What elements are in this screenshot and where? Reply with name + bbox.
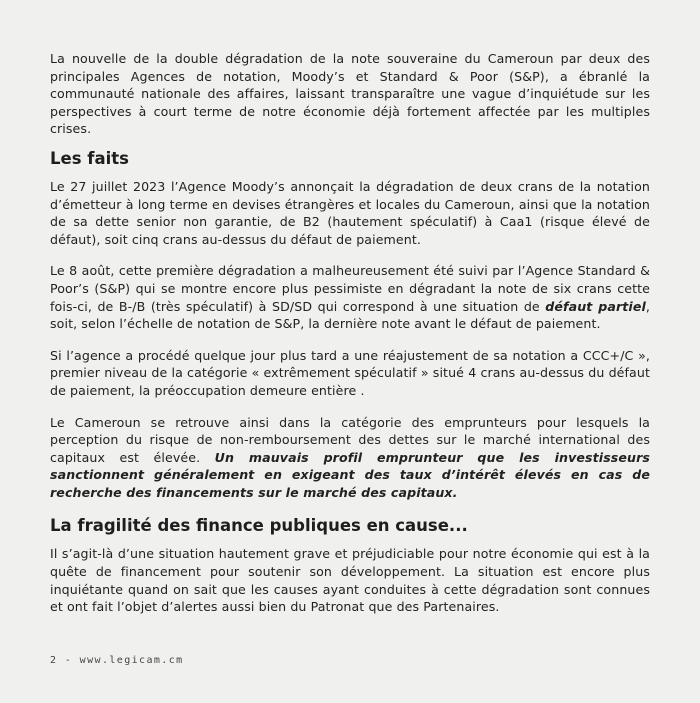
intro-paragraph: La nouvelle de la double dégradation de la note souveraine du Cameroun par deux des principales Agences de notation, Moody’s et Standard & Poor (S&P), a ébranlé la communauté nationale des affaires, laissant transparaître une vague d’inquiétude sur les perspectives à court terme de notre économie déjà fortement affectée par les multiples crises. [50,51,650,137]
paragraph-text: Le Cameroun se retrouve ainsi dans la catégorie des emprunteurs pour lesquels la perception du risque de non-remboursement des dettes sur le marché international des capitaux est élevée. [50,414,650,465]
page-footer: 2 - www.legicam.cm [50,655,184,666]
emphasis-borrower-profile: Un mauvais profil emprunteur que les investisseurs sanctionnent généralement en exigeant des taux d’intérêt élevés en cas de recherche des financements sur le marché des capitaux. [50,449,650,500]
paragraph-borrower-category [50,414,650,502]
paragraph-situation: Il s’agit-là d’une situation hautement grave et préjudiciable pour notre économie qui est à la quête de financement pour soutenir son développement. La situation est encore plus inquiétante quand on sait que les causes ayant conduites à cette dégradation sont connues et ont fait l’objet d’alertes aussi bien du Patronat que des Partenaires. [50,546,650,615]
emphasis-partial-default: défaut partiel [545,298,646,314]
section-heading-fragility: La fragilité des finance publiques en cause... [50,516,468,536]
paragraph-text: , soit, selon l’échelle de notation de S&P, la dernière note avant le défaut de paiement. [50,298,650,332]
paragraph-sp-downgrade [50,262,650,332]
paragraph-text: Le 8 août, cette première dégradation a malheureusement été suivi par l’Agence Standard & Poor’s (S&P) qui se montre encore plus pessimiste en dégradant la note de six crans cette fois-ci, de B-/B (très spéculatif) à SD/SD qui correspond à une situation de [50,263,650,314]
paragraph-readjustment: Si l’agence a procédé quelque jour plus tard a une réajustement de sa notation a CCC+/C », premier niveau de la catégorie « extrêmement spéculatif » situé 4 crans au-dessus du défaut de paiement, la préoccupation demeure entière . [50,347,650,398]
paragraph-moodys: Le 27 juillet 2023 l’Agence Moody’s annonçait la dégradation de deux crans de la notation d’émetteur à long terme en devises étrangères et locales du Cameroun, ainsi que la notation de sa dette senior non garantie, de B2 (hautement spéculatif) à Caa1 (risque élevé de défaut), soit cinq crans au-dessus du défaut de paiement. [50,178,650,247]
section-heading-facts: Les faits [50,148,129,168]
